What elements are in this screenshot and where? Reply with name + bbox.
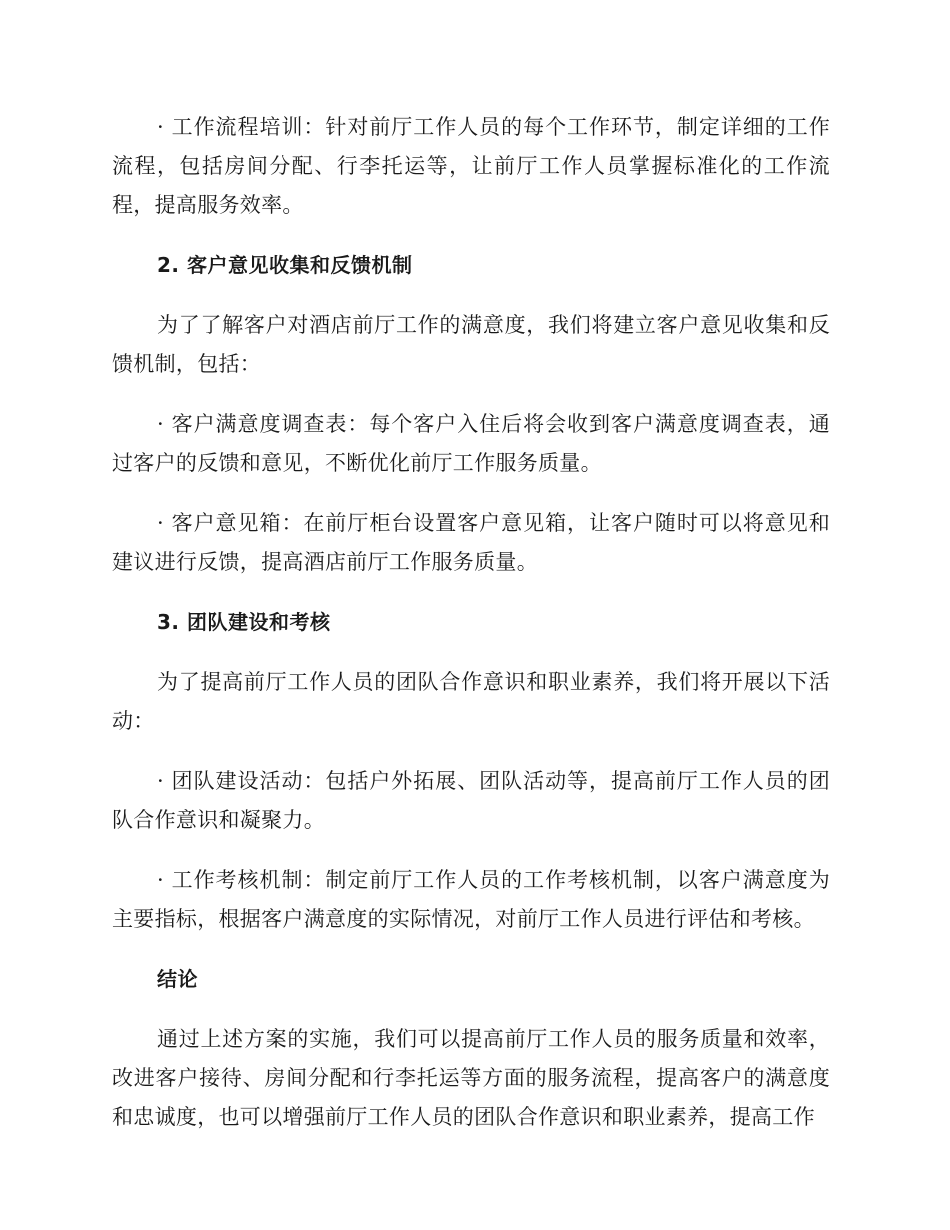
paragraph-feedback-intro: 为了了解客户对酒店前厅工作的满意度，我们将建立客户意见收集和反馈机制，包括： bbox=[112, 313, 830, 376]
paragraph-workflow-training: · 工作流程培训：针对前厅工作人员的每个工作环节，制定详细的工作流程，包括房间分配、行李托运等，让前厅工作人员掌握标准化的工作流程，提高服务效率。 bbox=[112, 115, 830, 217]
section-heading-team: 3. 团队建设和考核 bbox=[157, 610, 331, 634]
paragraph-assessment: · 工作考核机制：制定前厅工作人员的工作考核机制，以客户满意度为主要指标，根据客户满意度的实际情况，对前厅工作人员进行评估和考核。 bbox=[112, 868, 830, 931]
section-heading-feedback: 2. 客户意见收集和反馈机制 bbox=[157, 253, 413, 277]
section-heading-conclusion: 结论 bbox=[157, 967, 198, 991]
paragraph-conclusion: 通过上述方案的实施，我们可以提高前厅工作人员的服务质量和效率，改进客户接待、房间分配和行李托运等方面的服务流程，提高客户的满意度和忠诚度，也可以增强前厅工作人员的团队合作意识和职业素养，提高工作 bbox=[112, 1027, 830, 1129]
paragraph-satisfaction-survey: · 客户满意度调查表：每个客户入住后将会收到客户满意度调查表，通过客户的反馈和意见，不断优化前厅工作服务质量。 bbox=[112, 412, 830, 475]
paragraph-team-building: · 团队建设活动：包括户外拓展、团队活动等，提高前厅工作人员的团队合作意识和凝聚力。 bbox=[112, 769, 830, 832]
document-page bbox=[112, 108, 830, 1158]
paragraph-team-intro: 为了提高前厅工作人员的团队合作意识和职业素养，我们将开展以下活动： bbox=[112, 670, 830, 733]
paragraph-suggestion-box: · 客户意见箱：在前厅柜台设置客户意见箱，让客户随时可以将意见和建议进行反馈，提高酒店前厅工作服务质量。 bbox=[112, 511, 830, 574]
